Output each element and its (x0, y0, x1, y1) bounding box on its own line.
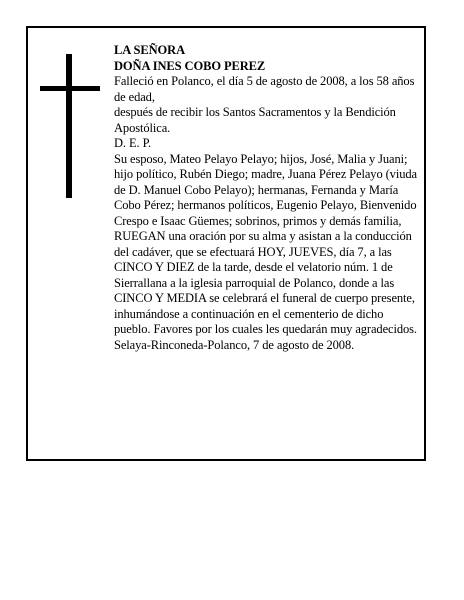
deceased-name: DOÑA INES COBO PEREZ (114, 58, 266, 73)
obituary-frame (26, 26, 426, 461)
place-and-date: Selaya-Rinconeda-Polanco, 7 de agosto de 2008. (114, 337, 355, 352)
funeral-request: RUEGAN una oración por su alma y asistan a la conducción del cadáver, que se efectuará HOY, JUEVES, día 7, a las CINCO Y DIEZ de la tarde, desde el velatorio núm. 1 de Sierrallana a la iglesia parroquial de Polanco, donde a las CINCO Y MEDIA se celebrará el funeral de cuerpo presente, inhumándose a continuación en el cementerio de dicho pueblo. Favores por los cuales les quedarán muy agradecidos. (114, 229, 417, 336)
cross-icon (40, 54, 100, 198)
rest-in-peace: D. E. P. (114, 136, 152, 150)
obituary-text (114, 43, 422, 353)
heading: LA SEÑORA (114, 43, 185, 57)
family-list: Su esposo, Mateo Pelayo Pelayo; hijos, José, Malia y Juani; hijo político, Rubén Diego; madre, Juana Pérez Pelayo (viuda de D. Manuel Cobo Pelayo); hermanas, Fernanda y María Cobo Pérez; hermanos políticos, Eugenio Pelayo, Bienvenido Crespo e Isaac Güemes; sobrinos, primos y demás familia, (114, 151, 417, 228)
death-statement: Falleció en Polanco, el día 5 de agosto de 2008, a los 58 años de edad, (114, 74, 415, 104)
sacraments-statement: después de recibir los Santos Sacramentos y la Bendición Apostólica. (114, 105, 396, 135)
